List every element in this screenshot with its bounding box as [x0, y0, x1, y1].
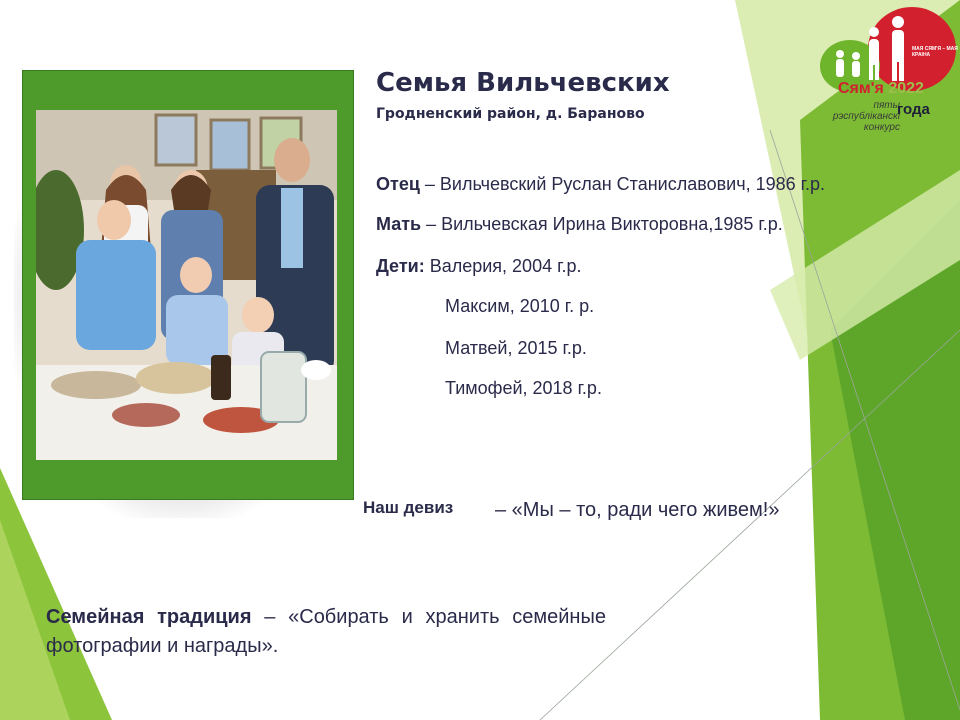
mother-label: Мать: [376, 214, 422, 234]
logo-tagline: МАЯ СЯМ'Я – МАЯ КРАІНА: [912, 46, 958, 58]
children-label: Дети:: [376, 256, 425, 276]
child-item: Матвей, 2015 г.р.: [445, 338, 587, 358]
motto-label: Наш девиз: [363, 498, 454, 517]
mother-line: [376, 214, 783, 235]
father-line: [376, 174, 825, 195]
child-item: Тимофей, 2018 г.р.: [445, 378, 602, 398]
logo-name: Сям'я: [838, 80, 884, 97]
children-line: [376, 256, 581, 277]
tradition-text: – «Собирать и хранить семейные фотографии и награды».: [46, 606, 606, 657]
tradition-label: Семейная традиция: [46, 606, 252, 628]
logo-subtitle: пяты рэспубліканскі конкурс: [832, 100, 900, 133]
logo-year: 2022: [888, 80, 924, 97]
location-subtitle: Гродненский район, д. Бараново: [376, 106, 645, 122]
child-first: Валерия, 2004 г.р.: [424, 256, 582, 276]
motto-text: – «Мы – то, ради чего живем!»: [495, 499, 780, 521]
logo-goda: года: [897, 101, 930, 118]
child-item: Максим, 2010 г. р.: [445, 296, 595, 316]
mother-text: – Вильчевская Ирина Викторовна,1985 г.р.: [421, 214, 783, 234]
family-tradition: [46, 603, 606, 661]
logo-title: [838, 80, 924, 98]
page-title: Семья Вильчевских: [376, 68, 670, 98]
family-photo: [36, 110, 337, 460]
father-text: – Вильчевский Руслан Станиславович, 1986 г.р.: [419, 174, 826, 194]
father-label: Отец: [376, 174, 420, 194]
